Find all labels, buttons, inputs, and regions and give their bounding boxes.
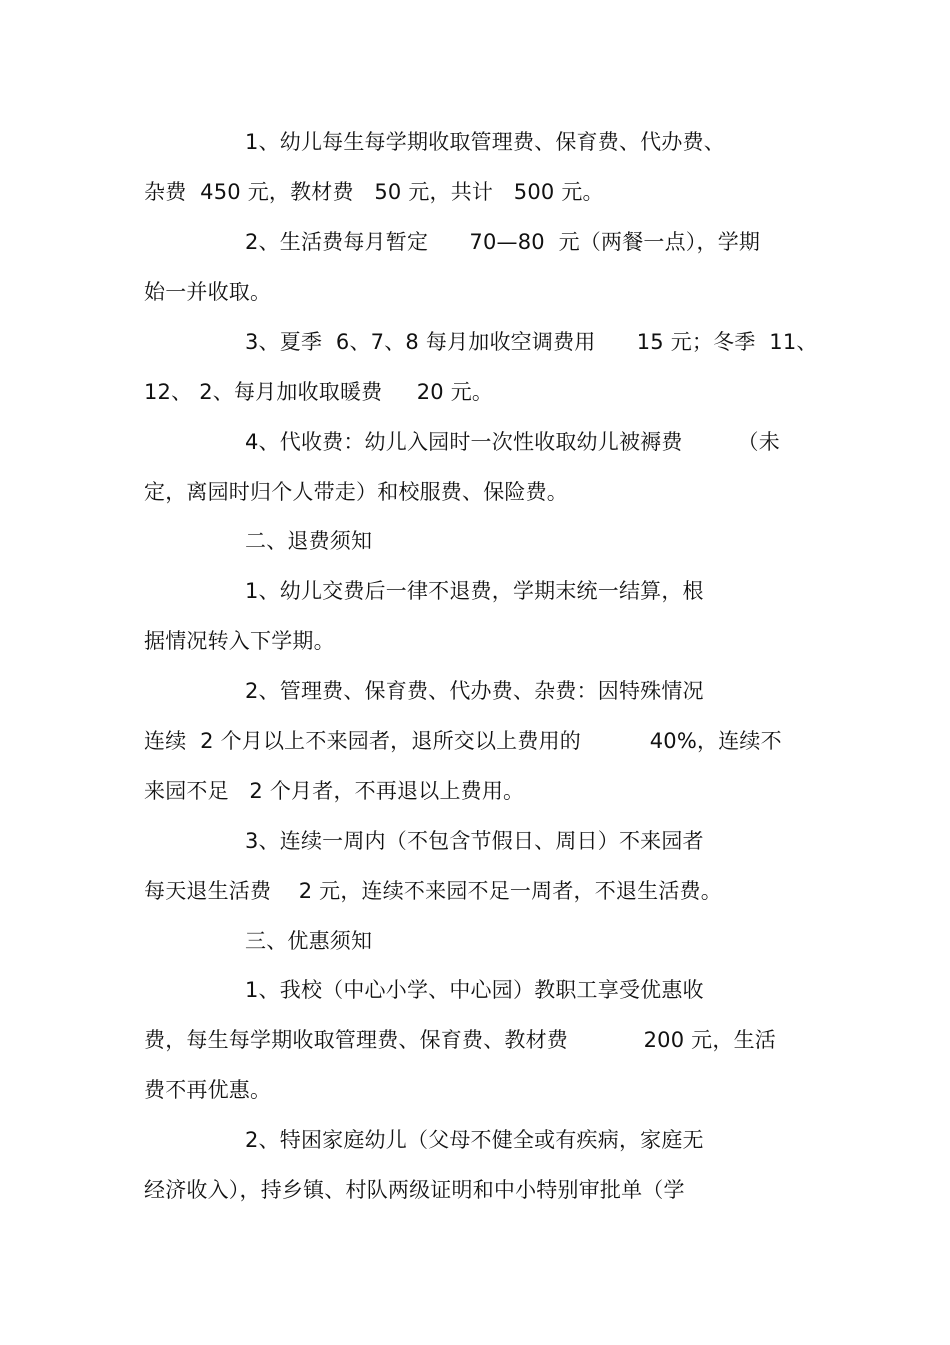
discount-item-2-line-1: 2、特困家庭幼儿（父母不健全或有疾病，家庭无 xyxy=(245,1128,704,1152)
fee-item-3-line-2: 12、 2、每月加收取暖费 20 元。 xyxy=(144,380,494,404)
fee-item-4-line-1: 4、代收费：幼儿入园时一次性收取幼儿被褥费 （未 xyxy=(245,430,780,454)
discount-item-1-line-2: 费，每生每学期收取管理费、保育费、教材费 200 元，生活 xyxy=(144,1028,776,1052)
discount-item-2-line-2: 经济收入），持乡镇、村队两级证明和中小特别审批单（学 xyxy=(144,1178,685,1202)
section-heading-refund: 二、退费须知 xyxy=(245,529,373,553)
discount-item-1-line-1: 1、我校（中心小学、中心园）教职工享受优惠收 xyxy=(245,978,704,1002)
fee-item-1-line-1: 1、幼儿每生每学期收取管理费、保育费、代办费、 xyxy=(245,130,725,154)
refund-item-2-line-1: 2、管理费、保育费、代办费、杂费：因特殊情况 xyxy=(245,679,704,703)
fee-item-1-line-2: 杂费 450 元，教材费 50 元，共计 500 元。 xyxy=(144,180,604,204)
refund-item-3-line-2: 每天退生活费 2 元，连续不来园不足一周者，不退生活费。 xyxy=(144,879,722,903)
fee-item-2-line-2: 始一并收取。 xyxy=(144,280,272,304)
refund-item-2-line-3: 来园不足 2 个月者，不再退以上费用。 xyxy=(144,779,525,803)
refund-item-1-line-2: 据情况转入下学期。 xyxy=(144,629,335,653)
fee-item-3-line-1: 3、夏季 6、7、8 每月加收空调费用 15 元；冬季 11、 xyxy=(245,330,818,354)
fee-item-4-line-2: 定，离园时归个人带走）和校服费、保险费。 xyxy=(144,480,568,504)
refund-item-1-line-1: 1、幼儿交费后一律不退费，学期末统一结算，根 xyxy=(245,579,704,603)
section-heading-discount: 三、优惠须知 xyxy=(245,929,373,953)
discount-item-1-line-3: 费不再优惠。 xyxy=(144,1078,272,1102)
fee-item-2-line-1: 2、生活费每月暂定 70—80 元（两餐一点），学期 xyxy=(245,230,761,254)
refund-item-2-line-2: 连续 2 个月以上不来园者，退所交以上费用的 40%，连续不 xyxy=(144,729,782,753)
refund-item-3-line-1: 3、连续一周内（不包含节假日、周日）不来园者 xyxy=(245,829,704,853)
